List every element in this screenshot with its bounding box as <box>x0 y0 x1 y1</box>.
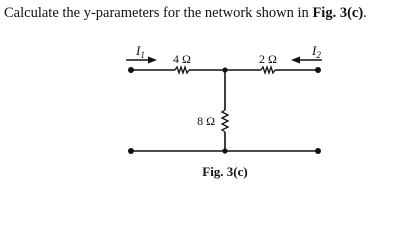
current-label-i2: $I_2$ <box>312 43 321 60</box>
terminal-bottom-left <box>128 148 134 154</box>
resistor-4-ohm-label: 4 Ω <box>173 52 191 66</box>
question-body: Calculate the y-parameters for the network shown in <box>4 5 313 21</box>
terminal-top-left <box>128 67 134 73</box>
question-period: . <box>363 5 367 21</box>
junction-node-top <box>222 67 227 72</box>
resistor-2-ohm <box>261 67 275 73</box>
resistor-8-ohm-label: 8 Ω <box>197 114 215 128</box>
figure-reference: Fig. 3(c) <box>312 5 364 21</box>
terminal-bottom-right <box>315 148 321 154</box>
resistor-8-ohm <box>222 110 228 132</box>
resistor-4-ohm <box>175 67 189 73</box>
resistor-2-ohm-label: 2 Ω <box>259 52 277 66</box>
terminal-top-right <box>315 67 321 73</box>
junction-node-bottom <box>222 148 227 153</box>
figure-caption: Fig. 3(c) <box>202 164 248 179</box>
current-label-i1: $I_1$ <box>136 43 145 60</box>
